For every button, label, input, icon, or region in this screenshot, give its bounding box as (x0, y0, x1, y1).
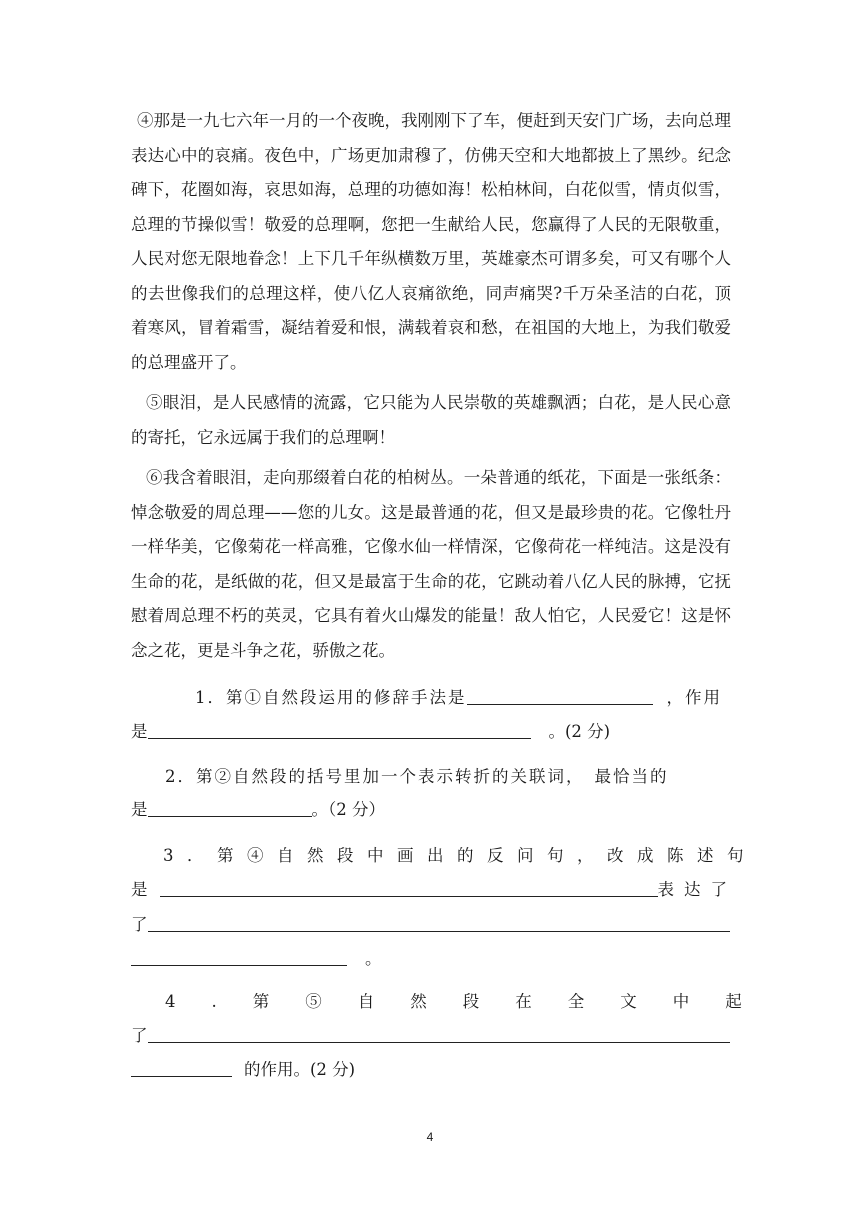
question-4-line-2 (131, 1022, 731, 1046)
question-3-suffix: 。 (365, 949, 382, 968)
question-1-prefix: 1．第①自然段运用的修辞手法是 (195, 688, 467, 707)
question-2-line-1 (165, 763, 731, 787)
question-1-suffix: 。(2 分) (548, 722, 611, 741)
question-1-line2-label: 是 (131, 722, 148, 741)
question-3-line-4 (131, 945, 731, 969)
question-4-line-3 (131, 1056, 731, 1080)
question-1-answer-blank-1[interactable] (467, 686, 653, 705)
question-2-line2-label: 是 (131, 800, 148, 819)
question-3-line2-suffix: 表达了 (657, 880, 737, 899)
question-3-answer-blank-1[interactable] (160, 878, 658, 897)
question-1-mid: ，作用 (666, 688, 722, 707)
question-2-line-2 (131, 796, 731, 820)
question-2-tail: 最恰当的 (594, 767, 669, 786)
question-3-answer-blank-3[interactable] (131, 947, 347, 966)
question-2-prefix: 2．第②自然段的括号里加一个表示转折的关联词， (165, 767, 585, 786)
question-4-text: 4.第⑤自然段在全文中起 (165, 992, 778, 1011)
paragraph-5: ⑤眼泪，是人民感情的流露，它只能为人民崇敬的英雄飘洒；白花，是人民心意的寄托，它永远属于我们的总理啊！ (131, 393, 731, 447)
question-1-line-1 (195, 684, 731, 708)
question-2-suffix: 。（2 分） (311, 800, 385, 819)
question-1-line-2 (131, 718, 731, 742)
question-3-answer-blank-2[interactable] (148, 913, 730, 932)
question-2-answer-blank[interactable] (148, 798, 312, 817)
question-4-answer-blank-1[interactable] (148, 1024, 730, 1043)
question-3-line-1 (163, 842, 757, 866)
paragraph-4: ④那是一九七六年一月的一个夜晚，我刚刚下了车，便赶到天安门广场，去向总理表达心中的哀痛。夜色中，广场更加肃穆了，仿佛天空和大地都披上了黑纱。纪念碑下，花圈如海，哀思如海，总理的功德如海！松柏林间，白花似雪，情贞似雪，总理的节操似雪！敬爱的总理啊，您把一生献给人民，您赢得了人民的无限敬重，人民对您无限地眷念！上下几千年纵横数万里，英雄豪杰可谓多矣，可又有哪个人的去世像我们的总理这样，使八亿人哀痛欲绝，同声痛哭?千万朵圣洁的白花，顶着寒风，冒着霜雪，凝结着爱和恨，满载着哀和愁，在祖国的大地上，为我们敬爱的总理盛开了。 (131, 111, 731, 372)
question-4-answer-blank-2[interactable] (131, 1058, 232, 1077)
paragraph-6: ⑥我含着眼泪，走向那缀着白花的柏树丛。一朵普通的纸花，下面是一张纸条：悼念敬爱的周总理——您的儿女。这是最普通的花，但又是最珍贵的花。它像牡丹一样华美，它像菊花一样高雅，它像水仙一样情深，它像荷花一样纯洁。这是没有生命的花，是纸做的花，但又是最富于生命的花，它跳动着八亿人民的脉搏，它抚慰着周总理不朽的英灵，它具有着火山爆发的能量！敌人怕它，人民爱它！这是怀念之花，更是斗争之花，骄傲之花。 (131, 468, 731, 660)
question-1-answer-blank-2[interactable] (148, 720, 531, 739)
question-4-line2-label: 了 (131, 1026, 148, 1045)
question-3-line-2 (131, 876, 737, 900)
page-number: 4 (426, 1130, 434, 1144)
question-3-line2-label: 是 (131, 880, 148, 899)
question-4-line-1 (165, 988, 778, 1012)
question-3-text: 3．第④自然段中画出的反问句，改成陈述句 (163, 846, 757, 865)
question-3-line-3 (131, 911, 731, 935)
question-3-line3-label: 了 (131, 915, 148, 934)
question-4-suffix: 的作用。(2 分) (244, 1060, 356, 1079)
